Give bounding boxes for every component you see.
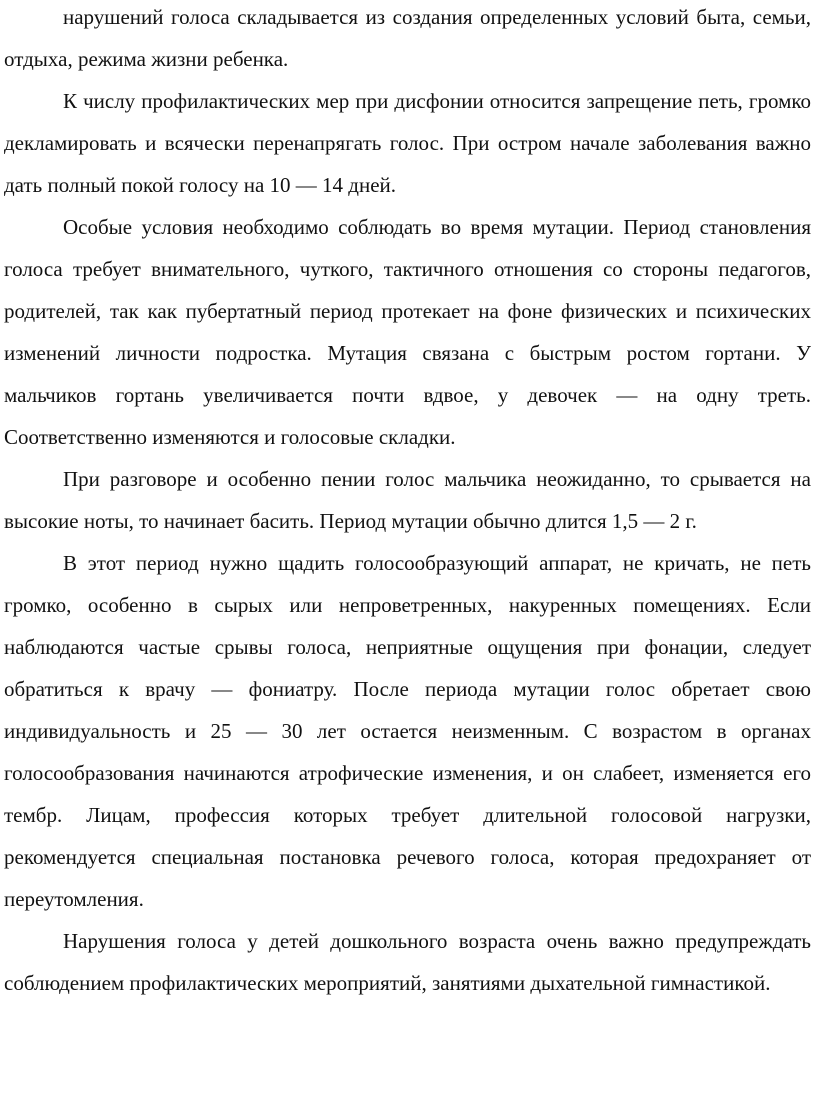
paragraph-1: нарушений голоса складывается из создания определенных условий быта, семьи, отдыха, режима жизни ребенка. [4,5,811,71]
paragraph-2: К числу профилактических мер при дисфонии относится запрещение петь, громко декламировать и всячески перенапрягать голос. При остром начале заболевания важно дать полный покой голосу на 10 — 14 дней. [4,89,811,197]
paragraph-4: При разговоре и особенно пении голос мальчика неожиданно, то срывается на высокие ноты, то начинает басить. Период мутации обычно длится 1,5 — 2 г. [4,467,811,533]
paragraph-5: В этот период нужно щадить голосообразующий аппарат, не кричать, не петь громко, особенно в сырых или непроветренных, накуренных помещениях. Если наблюдаются частые срывы голоса, неприятные ощущения при фонации, следует обратиться к врачу — фониатру. После периода мутации голос обретает свою индивидуальность и 25 — 30 лет остается неизменным. С возрастом в органах голосообразования начинаются атрофические изменения, и он слабеет, изменяется его тембр. Лицам, профессия которых требует длительной голосовой нагрузки, рекомендуется специальная постановка речевого голоса, которая предохраняет от переутомления. [4,551,811,911]
paragraph-3: Особые условия необходимо соблюдать во время мутации. Период становления голоса требует внимательного, чуткого, тактичного отношения со стороны педагогов, родителей, так как пубертатный период протекает на фоне физических и психических изменений личности подростка. Мутация связана с быстрым ростом гортани. У мальчиков гортань увеличивается почти вдвое, у девочек — на одну треть. Соответственно изменяются и голосовые складки. [4,215,811,449]
paragraph-6: Нарушения голоса у детей дошкольного возраста очень важно предупреждать соблюдением профилактических мероприятий, занятиями дыхательной гимнастикой. [4,929,811,995]
